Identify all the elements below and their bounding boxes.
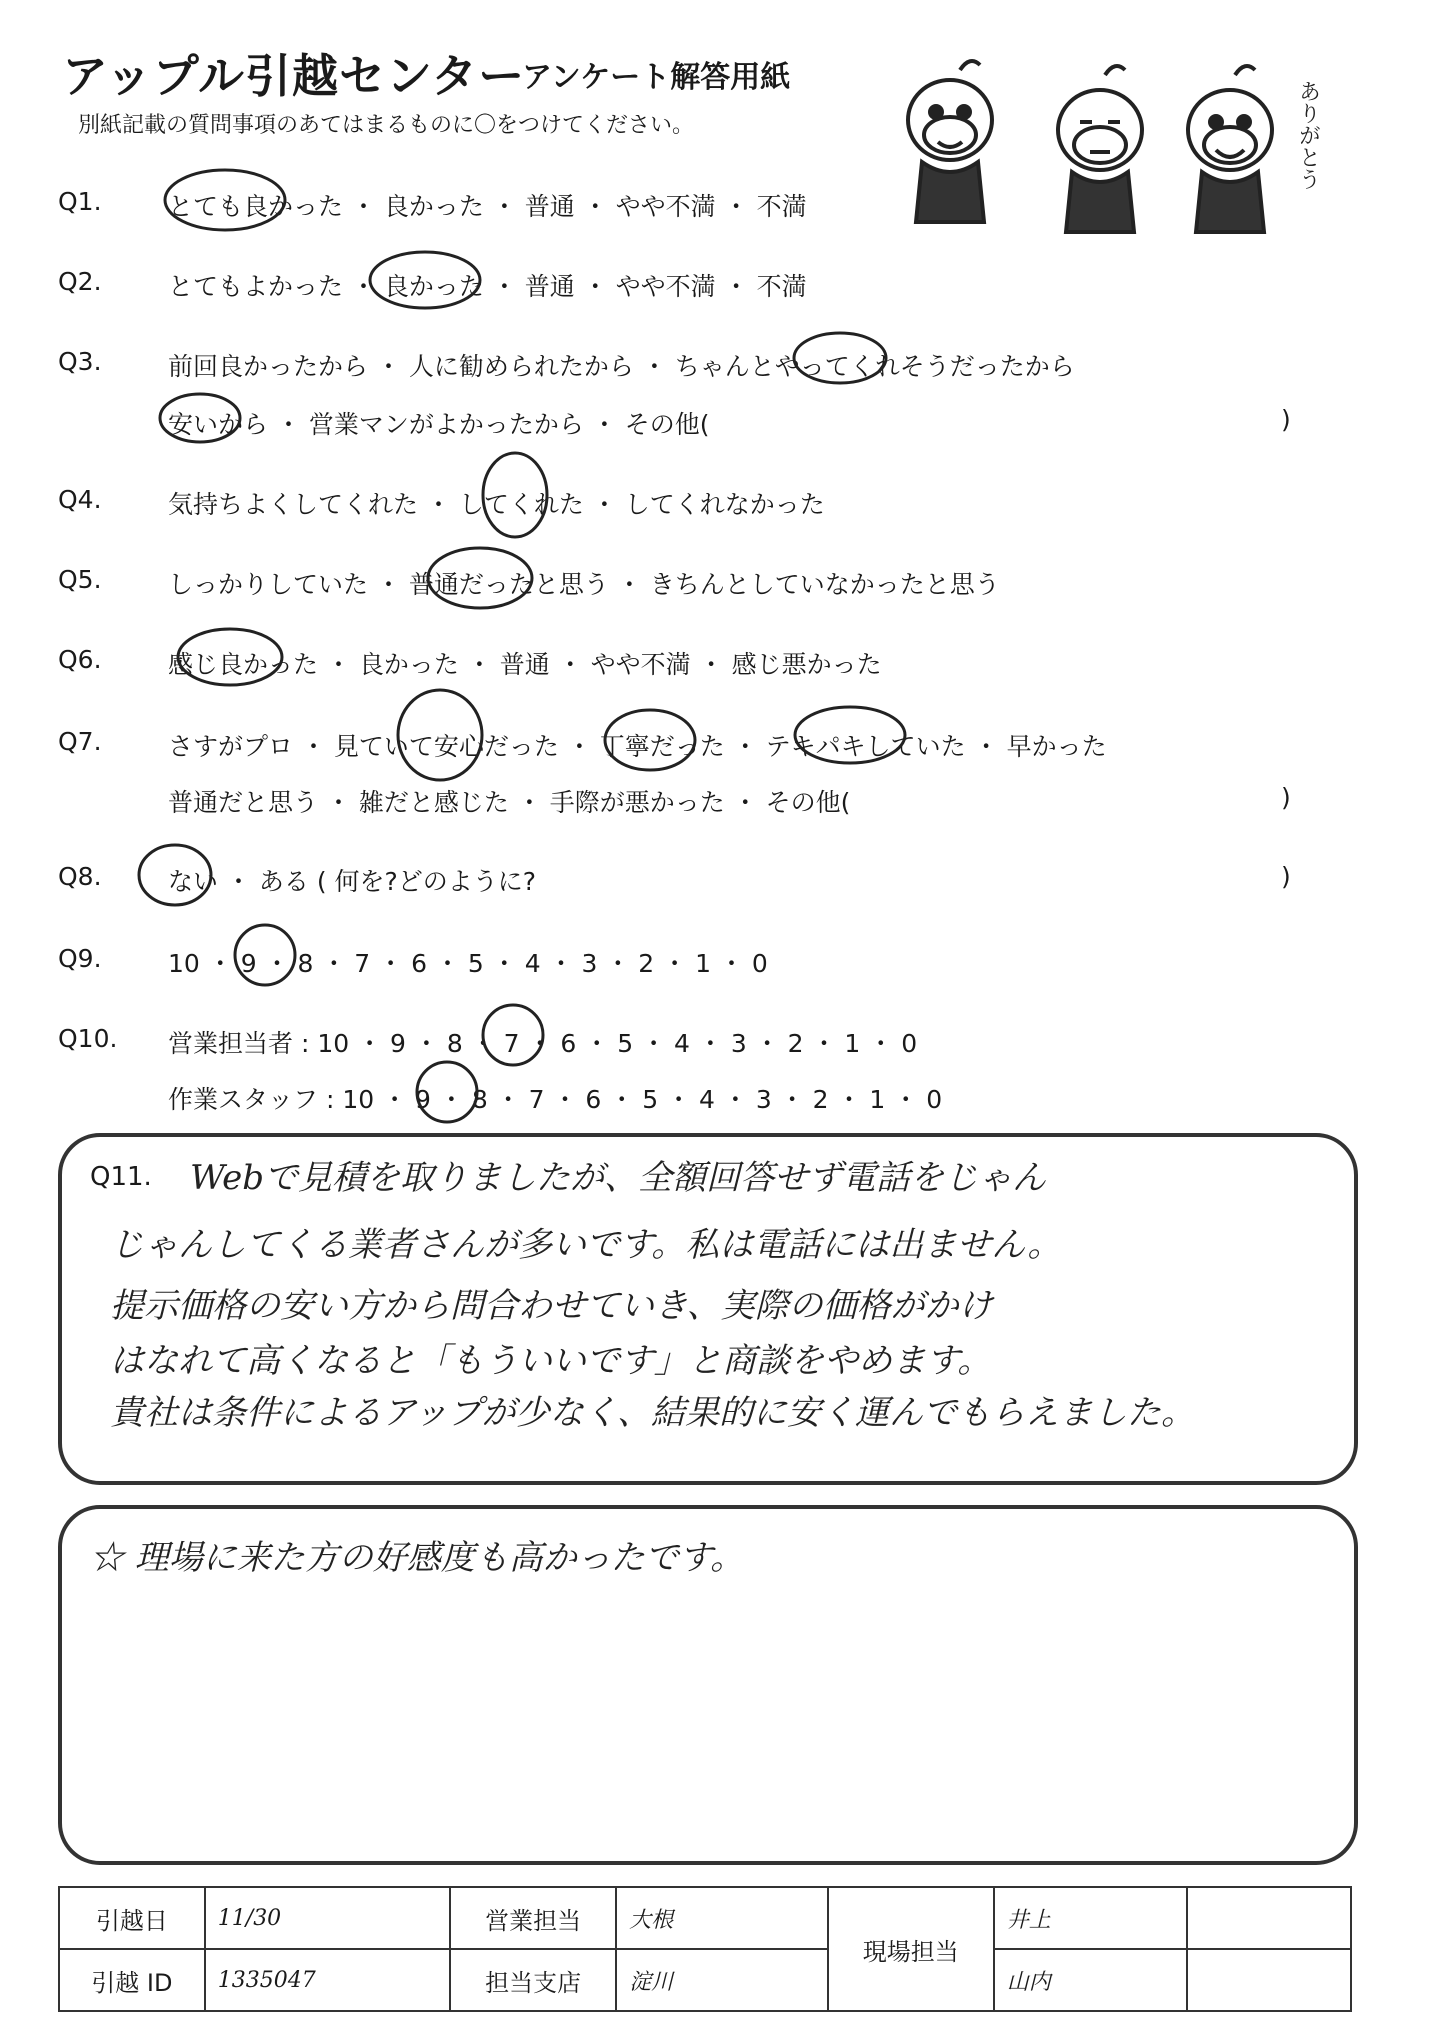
question-label-q10: Q10. xyxy=(58,1024,118,1053)
q11-line-5: 貴社は条件によるアップが少なく、結果的に安く運んでもらえました。 xyxy=(110,1393,1195,1433)
question-options-q7-line2: 普通だと思う ・ 雑だと感じた ・ 手際が悪かった ・ その他( xyxy=(168,788,851,817)
question-label-q5: Q5. xyxy=(58,565,102,594)
footer-empty-cell-2 xyxy=(1187,1949,1351,2011)
instruction-text: 別紙記載の質問事項のあてはまるものに〇をつけてください。 xyxy=(78,113,695,138)
mascot-monkey-3 xyxy=(1188,66,1272,232)
question-options-q3-line2: 安いから ・ 営業マンがよかったから ・ その他( xyxy=(168,410,710,439)
question-close-q8: ) xyxy=(1281,862,1291,891)
question-label-q8: Q8. xyxy=(58,862,102,891)
question-options-q10-sales: 営業担当者 : 10 ・ 9 ・ 8 ・ 7 ・ 6 ・ 5 ・ 4 ・ 3 ・ 2 ・ 1 ・ 0 xyxy=(168,1029,918,1058)
question-options-q1: とても良かった ・ 良かった ・ 普通 ・ やや不満 ・ 不満 xyxy=(168,192,807,221)
mascot-thanks-text: ありがとう xyxy=(1295,80,1321,190)
question-options-q6: 感じ良かった ・ 良かった ・ 普通 ・ やや不満 ・ 感じ悪かった xyxy=(168,650,882,679)
move-id-value: 1335047 xyxy=(205,1949,450,2011)
footer-empty-cell-1 xyxy=(1187,1887,1351,1949)
site-value-2: 山内 xyxy=(994,1949,1187,2011)
q11-line-3: 提示価格の安い方から問合わせていき、実際の価格がかけ xyxy=(110,1286,993,1326)
form-subtitle: アンケート解答用紙 xyxy=(522,60,791,95)
question-options-q10-staff: 作業スタッフ : 10 ・ 9 ・ 8 ・ 7 ・ 6 ・ 5 ・ 4 ・ 3 ・ 2 ・ 1 ・ 0 xyxy=(168,1085,943,1114)
site-value-1: 井上 xyxy=(994,1887,1187,1949)
question-options-q2: とてもよかった ・ 良かった ・ 普通 ・ やや不満 ・ 不満 xyxy=(168,272,807,301)
branch-value: 淀川 xyxy=(616,1949,828,2011)
question-label-q9: Q9. xyxy=(58,944,102,973)
q11-line-2: じゃんしてくる業者さんが多いです。私は電話には出ません。 xyxy=(110,1225,1062,1265)
footer-info-table xyxy=(58,1886,1352,2012)
move-id-label: 引越 ID xyxy=(59,1949,205,2011)
question-options-q4: 気持ちよくしてくれた ・ してくれた ・ してくれなかった xyxy=(168,490,825,519)
question-options-q9: 10 ・ 9 ・ 8 ・ 7 ・ 6 ・ 5 ・ 4 ・ 3 ・ 2 ・ 1 ・ 0 xyxy=(168,949,768,978)
sales-label: 営業担当 xyxy=(450,1887,616,1949)
comment-text: ☆ 理場に来た方の好感度も高かったです。 xyxy=(90,1538,745,1578)
question-options-q8: ない ・ ある ( 何を?どのように? xyxy=(168,867,537,896)
q11-label: Q11. xyxy=(90,1162,152,1192)
question-label-q6: Q6. xyxy=(58,645,102,674)
move-date-value: 11/30 xyxy=(205,1887,450,1949)
move-date-label: 引越日 xyxy=(59,1887,205,1949)
question-options-q5: しっかりしていた ・ 普通だったと思う ・ きちんとしていなかったと思う xyxy=(168,570,1000,599)
question-close-q3: ) xyxy=(1281,405,1291,434)
question-options-q7: さすがプロ ・ 見ていて安心だった ・ 丁寧だった ・ テキパキしていた ・ 早かった xyxy=(168,732,1107,761)
question-label-q7: Q7. xyxy=(58,727,102,756)
question-label-q1: Q1. xyxy=(58,187,102,216)
q11-line-4: はなれて高くなると「もういいです」と商談をやめます。 xyxy=(110,1341,992,1381)
question-label-q4: Q4. xyxy=(58,485,102,514)
q11-line-1: Webで見積を取りましたが、全額回答せず電話をじゃん xyxy=(190,1158,1047,1198)
form-title: アップル引越センター xyxy=(62,49,526,103)
sales-value: 大根 xyxy=(616,1887,828,1949)
mascot-illustration xyxy=(900,50,1340,240)
branch-label: 担当支店 xyxy=(450,1949,616,2011)
question-label-q2: Q2. xyxy=(58,267,102,296)
question-label-q3: Q3. xyxy=(58,347,102,376)
site-label: 現場担当 xyxy=(828,1887,994,2011)
mascot-monkey-1 xyxy=(908,61,992,222)
question-close-q7: ) xyxy=(1281,783,1291,812)
question-options-q3: 前回良かったから ・ 人に勧められたから ・ ちゃんとやってくれそうだったから xyxy=(168,352,1075,381)
mascot-monkey-2 xyxy=(1058,66,1142,232)
